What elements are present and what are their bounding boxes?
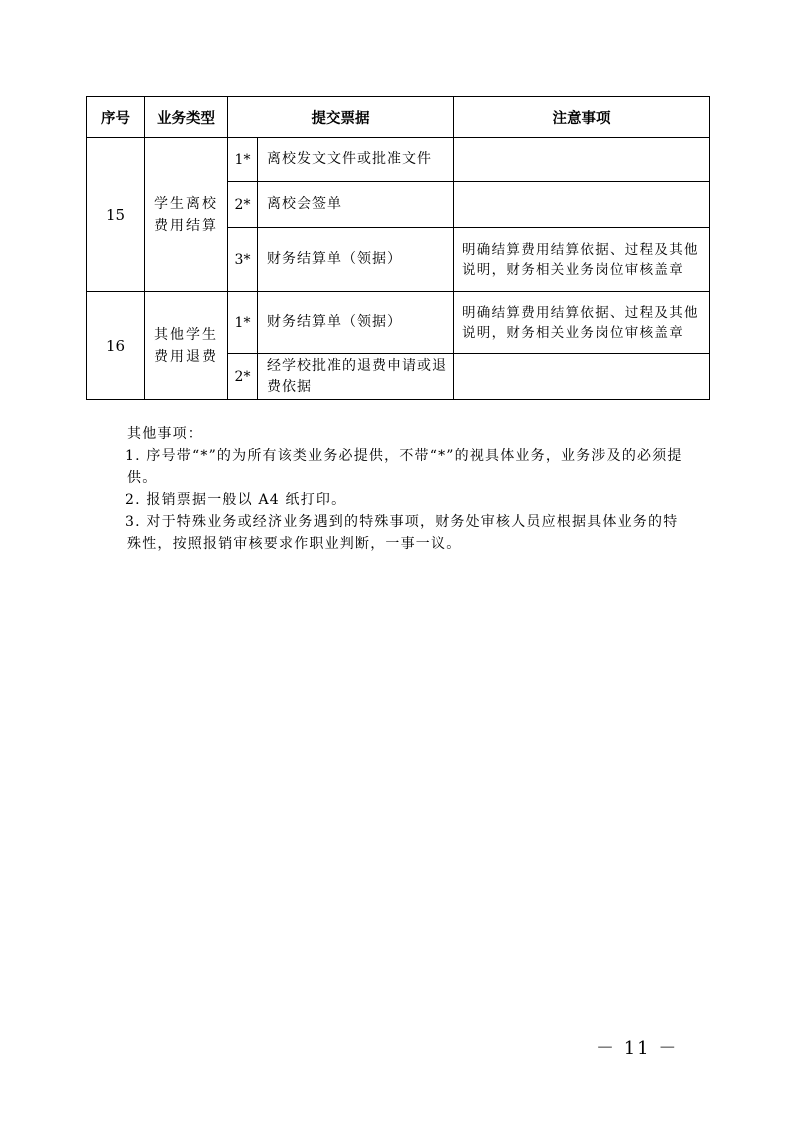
type-cell (145, 138, 228, 292)
note-cell: 明确结算费用结算依据、过程及其他说明，财务相关业务岗位审核盖章 (454, 292, 710, 354)
header-type: 业务类型 (145, 97, 228, 138)
doc-name: 离校会签单 (258, 182, 454, 228)
doc-name: 财务结算单（领据） (258, 292, 454, 354)
doc-number: 2* (228, 354, 258, 400)
doc-name: 离校发文文件或批准文件 (258, 138, 454, 182)
doc-number: 2* (228, 182, 258, 228)
header-docs: 提交票据 (228, 97, 454, 138)
header-seq: 序号 (87, 97, 145, 138)
table-header-row (87, 97, 710, 138)
note-cell (454, 138, 710, 182)
other-notes (127, 423, 687, 555)
type-cell (145, 292, 228, 400)
doc-number: 1* (228, 292, 258, 354)
type-line: 费用结算 (154, 217, 218, 234)
doc-number: 3* (228, 228, 258, 292)
page-number: － 11 － (596, 1038, 679, 1059)
table-row (87, 138, 710, 182)
doc-name: 经学校批准的退费申请或退费依据 (258, 354, 454, 400)
note-item: 2. 报销票据一般以 A4 纸打印。 (125, 492, 347, 508)
note-item: 1. 序号带“*”的为所有该类业务必提供，不带“*”的视具体业务，业务涉及的必须提供。 (125, 448, 683, 486)
header-notes: 注意事项 (454, 97, 710, 138)
seq-cell: 16 (87, 292, 145, 400)
note-cell: 明确结算费用结算依据、过程及其他说明，财务相关业务岗位审核盖章 (454, 228, 710, 292)
note-cell (454, 182, 710, 228)
note-cell (454, 354, 710, 400)
doc-name: 财务结算单（领据） (258, 228, 454, 292)
type-line: 费用退费 (154, 348, 218, 365)
seq-cell: 15 (87, 138, 145, 292)
table-row (87, 292, 710, 354)
doc-number: 1* (228, 138, 258, 182)
note-item: 3. 对于特殊业务或经济业务遇到的特殊事项，财务处审核人员应根据具体业务的特殊性，按照报销审核要求作职业判断，一事一议。 (125, 514, 679, 552)
other-notes-title: 其他事项： (127, 426, 203, 442)
reimbursement-table (86, 96, 710, 400)
type-line: 学生离校 (154, 195, 218, 212)
type-line: 其他学生 (154, 326, 218, 343)
